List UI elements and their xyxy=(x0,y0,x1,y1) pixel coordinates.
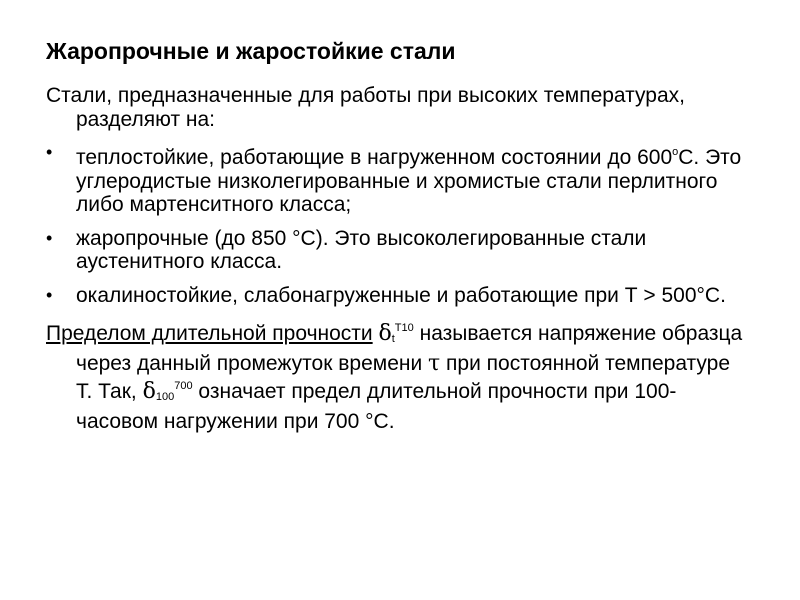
delta-subscript: t xyxy=(391,333,395,345)
bullet-text-part: теплостойкие, работающие в нагруженном состоянии до 600 xyxy=(76,146,673,169)
slide-title: Жаропрочные и жаростойкие стали xyxy=(46,38,456,64)
bullet-text: жаропрочные (до 850 °С). Это высоколегированные стали аустенитного класса. xyxy=(76,226,647,273)
slide-body xyxy=(46,84,746,443)
bullet-icon: • xyxy=(46,284,53,305)
intro-paragraph: Стали, предназначенные для работы при высоких температурах, разделяют на: xyxy=(46,84,685,131)
bullet-text: окалиностойкие, слабонагруженные и работающие при Т > 500°С. xyxy=(76,283,726,307)
definition-text-part: называется напряжение образца через данный промежуток времени xyxy=(76,322,743,375)
definition-term: Пределом длительной прочности xyxy=(46,322,373,345)
definition-paragraph xyxy=(46,317,746,433)
delta-example-superscript: 700 xyxy=(174,380,193,392)
bullet-item-scale-resistant xyxy=(46,284,746,308)
tau-symbol: τ xyxy=(428,350,441,376)
definition-text-part: при постоянной температуре Т. Так, xyxy=(76,351,731,403)
bullet-item-heat-resistant xyxy=(46,141,746,217)
delta-example-subscript: 100 xyxy=(155,391,175,403)
bullet-list xyxy=(46,141,746,307)
delta-symbol-example: δ xyxy=(142,379,156,404)
bullet-icon: • xyxy=(46,142,53,162)
delta-superscript: T10 xyxy=(394,322,414,334)
bullet-item-creep-resistant xyxy=(46,227,746,274)
bullet-text-part: С. Это углеродистые низколегированные и хромистые стали перлитного либо мартенситного класса; xyxy=(76,146,742,216)
degree-superscript: о xyxy=(672,146,679,158)
delta-symbol: δ xyxy=(378,321,392,346)
bullet-icon: • xyxy=(46,227,53,248)
definition-text-part: означает предел длительной прочности при 100-часовом нагружении при 700 °С. xyxy=(76,380,677,433)
